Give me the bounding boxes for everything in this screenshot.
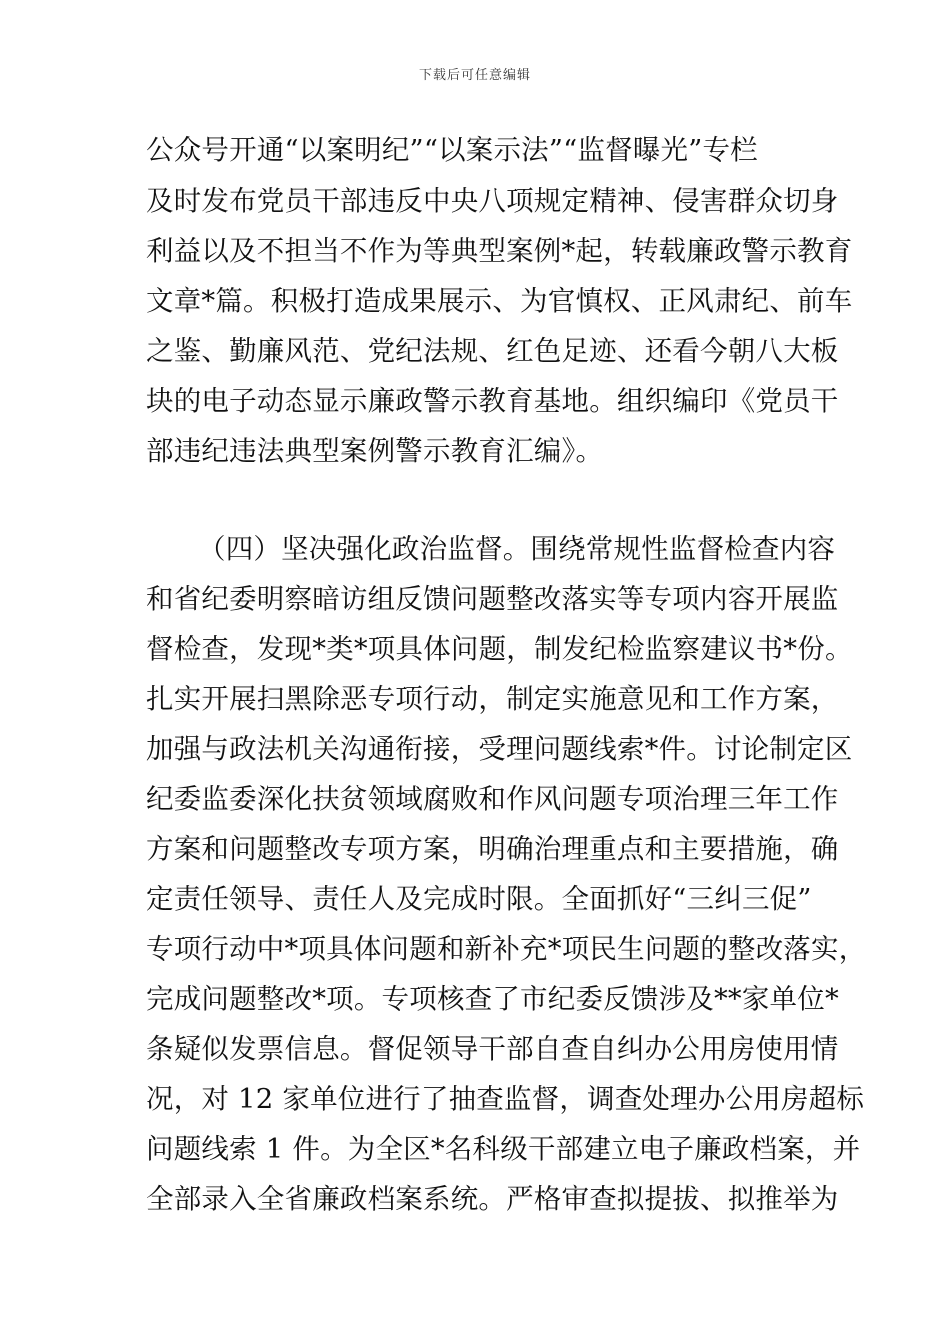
paragraph-1-line: 及时发布党员干部违反中央八项规定精神、侵害群众切身 [146,185,839,217]
paragraph-2-first-line: （四）坚决强化政治监督。围绕常规性监督检查内容 [198,533,836,565]
paragraph-1-line: 块的电子动态显示廉政警示教育基地。组织编印《党员干 [146,385,839,417]
paragraph-2-line: 定责任领导、责任人及完成时限。全面抓好“三纠三促” [146,883,812,915]
paragraph-2-line: 加强与政法机关沟通衔接，受理问题线索*件。讨论制定区 [146,733,853,765]
paragraph-2-line: 况，对 12 家单位进行了抽查监督，调查处理办公用房超标 [146,1083,865,1115]
paragraph-2-line: 扎实开展扫黑除恶专项行动，制定实施意见和工作方案， [146,683,839,715]
paragraph-1-line: 之鉴、勤廉风范、党纪法规、红色足迹、还看今朝八大板 [146,335,839,367]
paragraph-2-line: 全部录入全省廉政档案系统。严格审查拟提拔、拟推举为 [146,1183,839,1215]
page-header: 下载后可任意编辑 [418,68,531,83]
paragraph-2-line: 和省纪委明察暗访组反馈问题整改落实等专项内容开展监 [146,583,839,615]
paragraph-1-line: 文章*篇。积极打造成果展示、为官慎权、正风肃纪、前车 [146,285,853,317]
paragraph-2-line: 方案和问题整改专项方案，明确治理重点和主要措施，确 [146,833,839,865]
paragraph-2-line: 条疑似发票信息。督促领导干部自查自纠办公用房使用情 [146,1033,839,1065]
paragraph-2-line: 纪委监委深化扶贫领域腐败和作风问题专项治理三年工作 [146,783,839,815]
paragraph-1-line: 公众号开通“以案明纪”“以案示法”“监督曝光”专栏 [146,134,758,166]
paragraph-2-line: 完成问题整改*项。专项核查了市纪委反馈涉及**家单位* [146,983,839,1015]
paragraph-2-line: 督检查，发现*类*项具体问题，制发纪检监察建议书*份。 [146,633,853,665]
paragraph-2-line: 专项行动中*项具体问题和新补充*项民生问题的整改落实， [146,933,867,965]
paragraph-1-line: 部违纪违法典型案例警示教育汇编》。 [146,435,604,467]
paragraph-2-line: 问题线索 1 件。为全区*名科级干部建立电子廉政档案，并 [146,1133,861,1165]
paragraph-1-line: 利益以及不担当不作为等典型案例*起，转载廉政警示教育 [146,235,853,267]
